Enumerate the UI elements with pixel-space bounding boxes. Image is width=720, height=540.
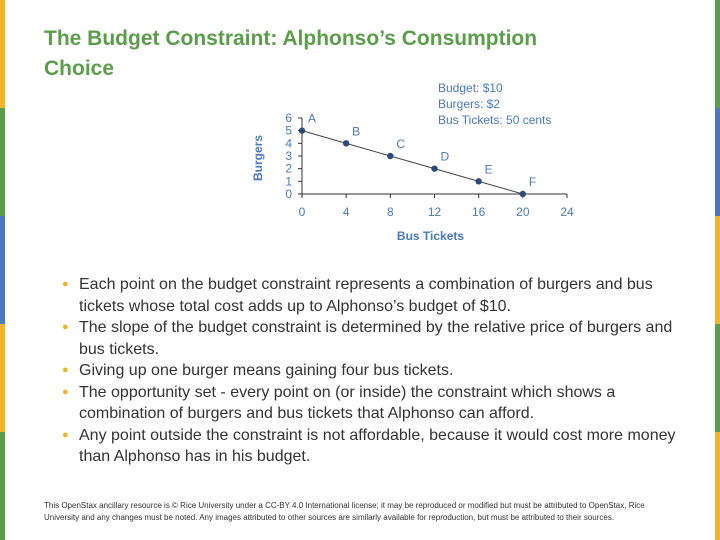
points-group bbox=[299, 112, 536, 198]
bullet-dot: ● bbox=[62, 385, 69, 398]
bullet-text: Giving up one burger means gaining four bus tickets. bbox=[79, 362, 454, 379]
x-tick-label: 24 bbox=[560, 205, 574, 219]
data-point-d bbox=[431, 165, 437, 171]
x-tick-label: 0 bbox=[298, 205, 306, 219]
bullet-dot: ● bbox=[62, 278, 69, 290]
bullet-text: The slope of the budget constraint is determined by the relative price of burgers and bus tickets. bbox=[79, 319, 673, 358]
bullet-item bbox=[62, 425, 682, 468]
bullet-dot: ● bbox=[62, 364, 69, 376]
point-label-f: F bbox=[528, 175, 537, 189]
bullet-text: The opportunity set - every point on (or inside) the constraint which shows a combination of burgers and bus tickets that Alphonso can afford. bbox=[79, 383, 616, 422]
slide-title: The Budget Constraint: Alphonso’s Consumption Choice bbox=[44, 27, 538, 80]
edge-stripe-segment bbox=[715, 432, 720, 540]
burger-price-label: Burgers: $2 bbox=[438, 97, 501, 111]
bullet-item bbox=[62, 360, 682, 382]
edge-stripe-segment bbox=[0, 432, 5, 540]
data-point-c bbox=[387, 153, 393, 159]
x-tick-label: 20 bbox=[516, 205, 530, 219]
bullet-text: Each point on the budget constraint represents a combination of burgers and bus tickets whose total cost adds up to Alphonso’s budget of $10. bbox=[79, 276, 653, 315]
bullet-text: Any point outside the constraint is not affordable, because it would cost more money than Alphonso has in his budget. bbox=[79, 426, 676, 465]
data-point-b bbox=[343, 140, 349, 146]
x-tick-label: 4 bbox=[342, 205, 350, 219]
point-label-d: D bbox=[440, 149, 450, 164]
y-tick-label: 2 bbox=[285, 161, 292, 176]
bullet-dot: ● bbox=[62, 321, 69, 333]
bullet-dot: ● bbox=[62, 428, 69, 441]
y-tick-label: 6 bbox=[285, 111, 292, 125]
data-point-f bbox=[520, 191, 526, 197]
data-point-a bbox=[299, 127, 305, 133]
point-label-c: C bbox=[396, 137, 406, 151]
y-tick-label: 1 bbox=[285, 174, 292, 189]
edge-stripe-segment bbox=[715, 324, 720, 432]
bullet-item bbox=[62, 274, 682, 317]
license-footer: This OpenStax ancillary resource is © Rice University under a CC-BY 4.0 International license; it may be reproduced or modified but must be attributed to OpenStax, Rice University and any changes must be noted. Any images attributed to other sources are similarly available for reproduction, but must be attributed to their sources. bbox=[44, 501, 645, 522]
bullet-item bbox=[62, 382, 682, 425]
point-label-a: A bbox=[308, 111, 317, 126]
y-tick-label: 0 bbox=[285, 187, 292, 201]
point-label-b: B bbox=[352, 124, 361, 139]
chart-axes bbox=[285, 111, 574, 219]
x-tick-label: 8 bbox=[386, 205, 394, 219]
x-tick-label: 12 bbox=[427, 205, 442, 219]
y-tick-label: 4 bbox=[285, 136, 292, 151]
ticket-price-label: Bus Tickets: 50 cents bbox=[438, 113, 552, 127]
x-tick-label: 16 bbox=[471, 205, 486, 219]
bullet-item bbox=[62, 317, 682, 360]
budget-label: Budget: $10 bbox=[438, 81, 503, 95]
y-tick-label: 3 bbox=[285, 149, 292, 163]
y-axis-title: Burgers bbox=[251, 134, 265, 182]
point-label-e: E bbox=[484, 162, 493, 177]
bullet-list bbox=[62, 274, 682, 468]
x-axis-title: Bus Tickets bbox=[396, 229, 465, 243]
edge-stripe-segment bbox=[0, 324, 5, 432]
data-point-e bbox=[475, 178, 481, 184]
y-tick-label: 5 bbox=[285, 123, 292, 138]
